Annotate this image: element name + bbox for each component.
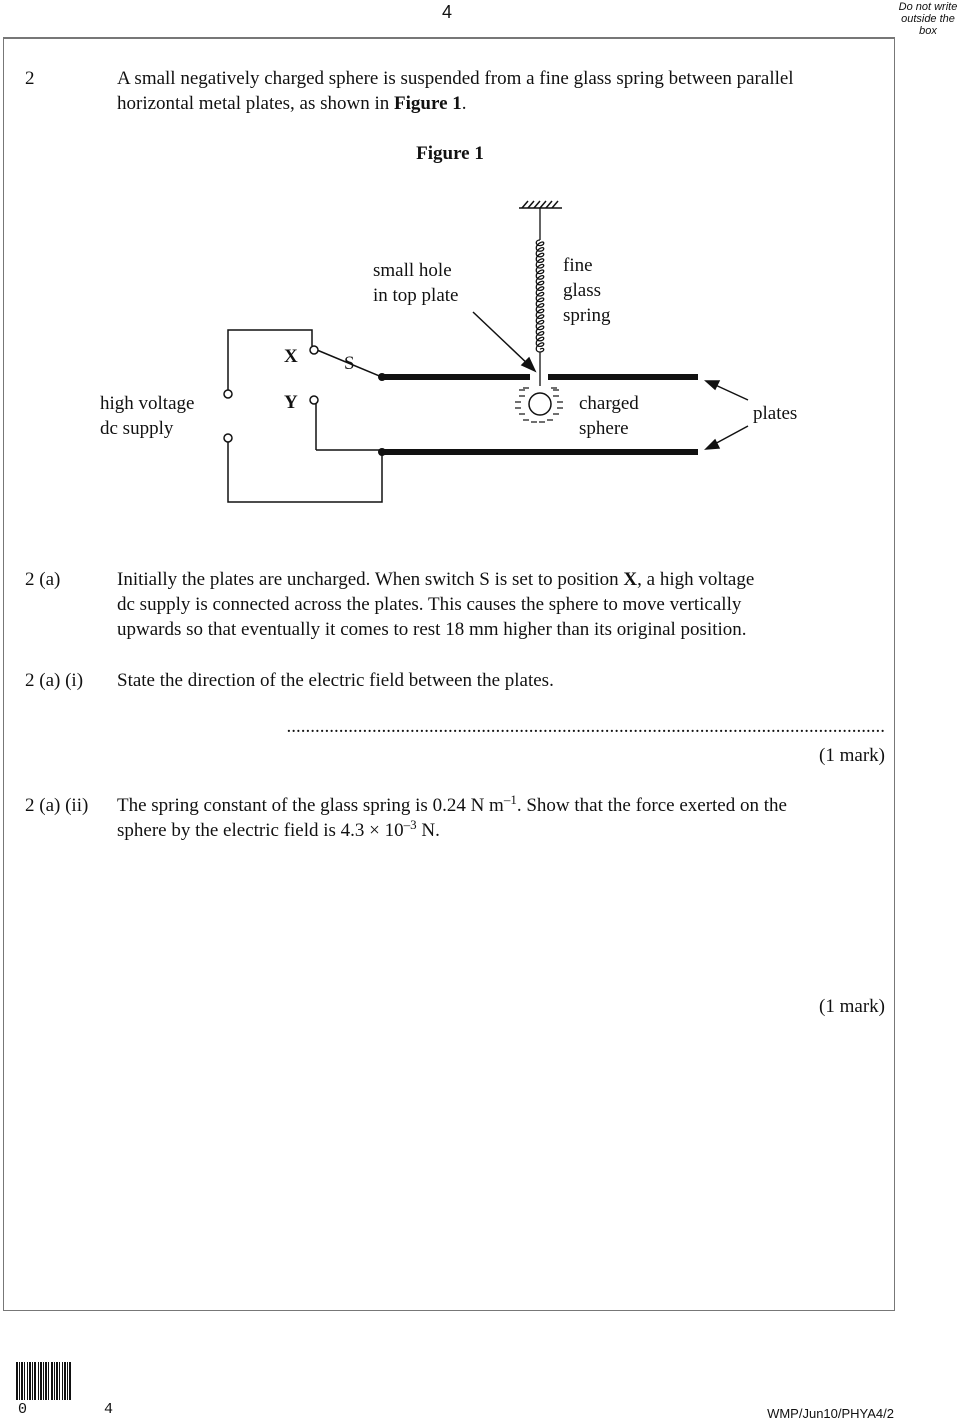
question-intro: [117, 66, 837, 116]
barcode-bar: [51, 1362, 53, 1400]
barcode-bar: [19, 1362, 20, 1400]
glass-spring: [536, 208, 544, 386]
text-run: , a high voltage: [637, 569, 755, 590]
barcode-bar: [54, 1362, 55, 1400]
label-charged-sphere: [579, 391, 639, 441]
label-line: fine: [563, 255, 593, 276]
label-high-voltage-supply: [100, 391, 194, 441]
label-line: small hole: [373, 260, 452, 281]
barcode-bar: [67, 1362, 68, 1400]
barcode-bar: [62, 1362, 63, 1400]
barcode-bar: [29, 1362, 31, 1400]
margin-note-line: outside the: [901, 13, 955, 25]
figure-title: Figure 1: [416, 143, 484, 164]
label-line: charged: [579, 393, 639, 414]
label-switch-y: Y: [284, 392, 298, 413]
position-x-ref: X: [623, 569, 638, 590]
page-number: 4: [442, 2, 453, 22]
barcode-bar: [64, 1362, 66, 1400]
barcode-bar: [40, 1362, 42, 1400]
margin-note: [896, 1, 960, 37]
barcode-bar: [21, 1362, 23, 1400]
part-a-ii-line-1: [117, 793, 892, 818]
question-number: 2: [25, 68, 35, 89]
paper-reference: WMP/Jun10/PHYA4/2: [767, 1406, 894, 1421]
barcode: [16, 1362, 98, 1400]
margin-note-line: Do not write: [898, 1, 958, 13]
text-run: N.: [416, 820, 440, 841]
circuit-wires: [228, 330, 382, 502]
label-line: glass: [563, 280, 601, 301]
intro-text-end: .: [461, 93, 467, 114]
ceiling-support: [519, 201, 562, 208]
text-run: Initially the plates are uncharged. When switch S is set to position: [117, 569, 624, 590]
barcode-bar: [56, 1362, 58, 1400]
label-fine-glass-spring: [563, 253, 611, 328]
barcode-bar: [24, 1362, 25, 1400]
part-a-i-number: 2 (a) (i): [25, 670, 84, 691]
label-switch-x: X: [284, 346, 298, 367]
text-run: The spring constant of the glass spring is 0.24 N m: [117, 795, 504, 816]
part-a-ii-line-2: [117, 818, 892, 843]
part-a-line-2: dc supply is connected across the plates. This causes the sphere to move vertically: [117, 594, 742, 615]
barcode-bar: [38, 1362, 39, 1400]
part-a-ii-text: [117, 793, 892, 843]
figure-1-diagram: [0, 190, 900, 520]
marks-a-ii: (1 mark): [819, 996, 885, 1017]
label-plates: plates: [753, 403, 798, 424]
terminals: [224, 346, 318, 442]
part-a-line-1: [117, 567, 887, 592]
barcode-bar: [32, 1362, 33, 1400]
label-small-hole: [373, 258, 458, 308]
label-line: sphere: [579, 418, 629, 439]
barcode-bar: [34, 1362, 36, 1400]
barcode-bar: [27, 1362, 28, 1400]
intro-text: A small negatively charged sphere is suspended from a fine glass spring between parallel horizontal metal plates, as shown in: [117, 68, 794, 114]
part-a-text: [117, 567, 887, 642]
marks-a-i: (1 mark): [819, 745, 885, 766]
barcode-bar: [16, 1362, 18, 1400]
charged-sphere: [515, 388, 563, 422]
margin-note-line: box: [919, 25, 937, 37]
label-switch-s: S: [344, 353, 355, 374]
barcode-bar: [48, 1362, 49, 1400]
part-a-ii-number: 2 (a) (ii): [25, 795, 89, 816]
text-run: sphere by the electric field is 4.3 × 10: [117, 820, 404, 841]
text-run: . Show that the force exerted on the: [516, 795, 787, 816]
barcode-bar: [43, 1362, 44, 1400]
exponent: –1: [503, 792, 517, 807]
barcode-bar: [69, 1362, 71, 1400]
intro-figure-ref: Figure 1: [394, 93, 462, 114]
barcode-bar: [59, 1362, 60, 1400]
barcode-digits: 0 4: [18, 1401, 148, 1418]
label-line: spring: [563, 305, 611, 326]
part-a-line-3: upwards so that eventually it comes to rest 18 mm higher than its original position.: [117, 619, 747, 640]
exponent: –3: [403, 817, 417, 832]
label-line: dc supply: [100, 418, 174, 439]
label-line: in top plate: [373, 285, 459, 306]
part-a-number: 2 (a): [25, 569, 61, 590]
barcode-bar: [45, 1362, 47, 1400]
part-a-i-text: State the direction of the electric field between the plates.: [117, 670, 554, 691]
answer-line[interactable]: ..............................................................................................................................: [286, 716, 885, 737]
label-line: high voltage: [100, 393, 195, 414]
